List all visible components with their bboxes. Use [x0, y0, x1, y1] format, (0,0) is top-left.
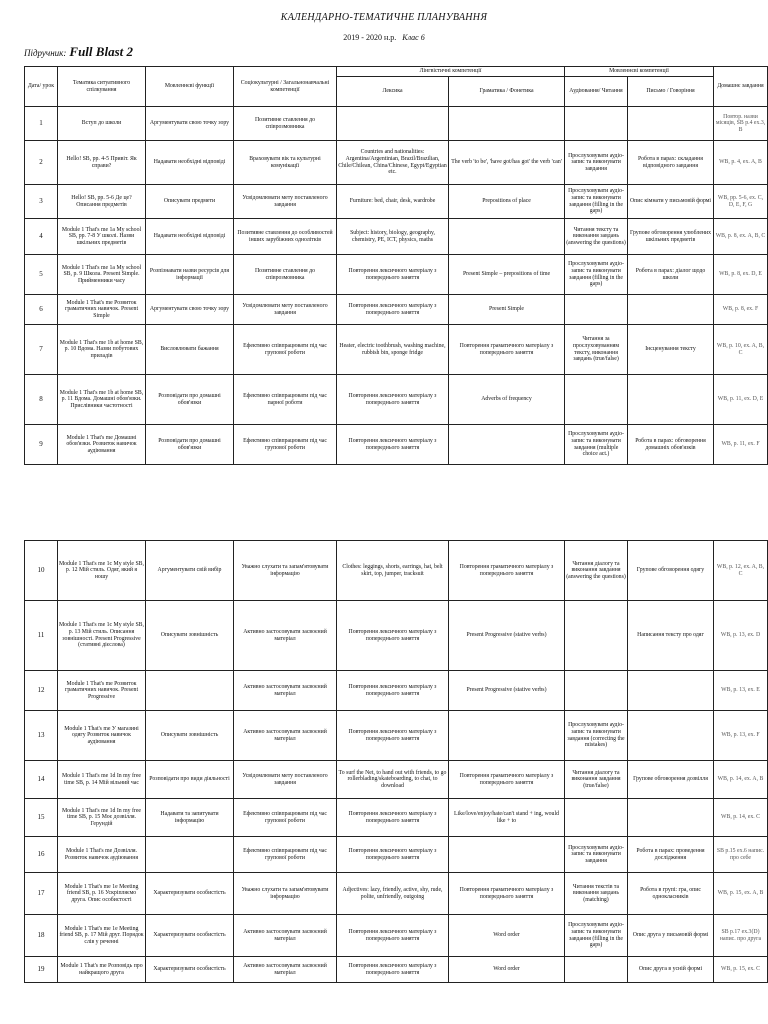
homework-cell: SB p.17 ex.3(D) напис. про друга [714, 915, 768, 957]
homework-cell: Повтор. назви місяців, SB p.4 ex.3, B [714, 107, 768, 141]
textbook-name: Full Blast 2 [69, 44, 133, 59]
homework-cell: WB, p. 13, ex. E [714, 671, 768, 711]
topic-cell: Module 1 That's me Дозвілля. Розвиток навичок аудіювання [58, 837, 146, 873]
topic-cell: Module 1 That's me Розповідь про найкращого друга [58, 957, 146, 983]
row-number: 5 [25, 255, 58, 295]
reading-cell: Читання текстів та виконання завдань (matching) [565, 873, 628, 915]
page-title: КАЛЕНДАРНО-ТЕМАТИЧНЕ ПЛАНУВАННЯ [280, 12, 488, 23]
grammar-cell: Повторення граматичного матеріалу з попереднього заняття [449, 761, 565, 799]
planning-table-bottom [24, 540, 768, 983]
homework-cell: WB, p. 4, ex. A, B [714, 141, 768, 185]
topic-cell: Вступ до школи [58, 107, 146, 141]
competence-cell: Ефективно співпрацювати під час групової роботи [234, 425, 337, 465]
reading-cell: Прослуховувати аудіо-запис та виконувати завдання (filling in the gaps) [565, 915, 628, 957]
textbook-line [24, 44, 133, 60]
grammar-cell [449, 837, 565, 873]
row-number: 10 [25, 541, 58, 601]
topic-cell: Module 1 That's me 1b at home SB, p. 11 Вдома. Домашні обов'язки. Прислівники частотності [58, 375, 146, 425]
topic-cell: Module 1 That's me 1c My style SB, p. 12 Мій стиль. Одяг, який я ношу [58, 541, 146, 601]
homework-cell: WB, p. 10, ex. A, B, C [714, 325, 768, 375]
competence-cell: Ефективно співпрацювати під час групової роботи [234, 325, 337, 375]
homework-cell: WB, p. 8, ex. D, E [714, 255, 768, 295]
competence-cell: Ефективно співпрацювати під час парної роботи [234, 375, 337, 425]
lexis-cell: Adjectives: lazy, friendly, active, shy, rude, polite, unfriendly, outgoing [337, 873, 449, 915]
writing-cell [628, 107, 714, 141]
row-number: 13 [25, 711, 58, 761]
functions-cell: Надавати та запитувати інформацію [146, 799, 234, 837]
header-grammar: Граматика / Фонетика [449, 77, 565, 107]
homework-cell: WB, pp. 5-6, ex. C, D, E, F, G [714, 185, 768, 219]
competence-cell: Уважно слухати та запам'ятовувати інформацію [234, 541, 337, 601]
table-row [25, 107, 768, 141]
header-reading: Аудіювання/ Читання [565, 77, 628, 107]
row-number: 18 [25, 915, 58, 957]
homework-cell: WB, p. 11, ex. D, E [714, 375, 768, 425]
functions-cell: Надавати необхідні відповіді [146, 219, 234, 255]
homework-cell: WB, p. 8, ex. A, B, C [714, 219, 768, 255]
writing-cell: Опис друга в усній формі [628, 957, 714, 983]
table-row [25, 711, 768, 761]
writing-cell [628, 295, 714, 325]
functions-cell: Характеризувати особистість [146, 957, 234, 983]
table-row [25, 601, 768, 671]
row-number: 16 [25, 837, 58, 873]
row-number: 6 [25, 295, 58, 325]
writing-cell: Групове обговорення улюблених шкільних предметів [628, 219, 714, 255]
row-number: 2 [25, 141, 58, 185]
competence-cell: Позитивне ставлення до співрозмовника [234, 107, 337, 141]
lexis-cell: Furniture: bed, chair, desk, wardrobe [337, 185, 449, 219]
grammar-cell: Present Simple [449, 295, 565, 325]
functions-cell: Розповідати про домашні обов'язки [146, 375, 234, 425]
row-number: 11 [25, 601, 58, 671]
functions-cell [146, 671, 234, 711]
header-linguistic: Лінгвістичні компетенції [337, 67, 565, 77]
table-row [25, 915, 768, 957]
row-number: 3 [25, 185, 58, 219]
competence-cell: Враховувати вік та культурні комунікації [234, 141, 337, 185]
topic-cell: Module 1 That's me 1b at home SB, p. 10 Вдома. Назви побутових приладів [58, 325, 146, 375]
reading-cell [565, 671, 628, 711]
reading-cell: Прослуховувати аудіо-запис та виконувати завдання (correcting the mistakes) [565, 711, 628, 761]
homework-cell: WB, p. 13, ex. F [714, 711, 768, 761]
lexis-cell: To surf the Net, to hand out with friends, to go rollerblading/skateboarding, to chat, to download [337, 761, 449, 799]
table-row [25, 541, 768, 601]
competence-cell: Позитивне ставлення до співрозмовника [234, 255, 337, 295]
competence-cell: Позитивне ставлення до особливостей інших зарубіжних однолітків [234, 219, 337, 255]
writing-cell: Групове обговорення дозвілля [628, 761, 714, 799]
writing-cell: Написання тексту про одяг [628, 601, 714, 671]
grammar-cell: Present Progressive (stative verbs) [449, 671, 565, 711]
functions-cell: Аргументувати свій вибір [146, 541, 234, 601]
table-row [25, 671, 768, 711]
homework-cell: WB, p. 13, ex. D [714, 601, 768, 671]
competence-cell: Активно застосовувати засвоєний матеріал [234, 601, 337, 671]
planning-table-top [24, 66, 768, 465]
class-label: Клас 6 [402, 33, 425, 42]
functions-cell: Описувати предмети [146, 185, 234, 219]
topic-cell: Hello! SB, pp. 5-6 Де це? Описання предметів [58, 185, 146, 219]
lexis-cell: Clothes: leggings, shorts, earrings, hat, belt skirt, top, jumper, tracksuit [337, 541, 449, 601]
writing-cell: Робота в групі: гра, опис однокласників [628, 873, 714, 915]
lexis-cell: Повторення лексичного матеріалу з попереднього заняття [337, 671, 449, 711]
table-row [25, 185, 768, 219]
writing-cell: Інсценування тексту [628, 325, 714, 375]
writing-cell [628, 375, 714, 425]
row-number: 8 [25, 375, 58, 425]
topic-cell: Module 1 That's me 1d In my free time SB, p. 15 Моє дозвілля. Герундій [58, 799, 146, 837]
header-date: Дата/ урок [25, 67, 58, 107]
grammar-cell: The verb 'to be', 'have got/has got' the verb 'can' [449, 141, 565, 185]
writing-cell: Робота в парах: складання відповідного завдання [628, 141, 714, 185]
header-functions: Мовленнєві функції [146, 67, 234, 107]
table-row [25, 799, 768, 837]
table-row [25, 957, 768, 983]
functions-cell: Надавати необхідні відповіді [146, 141, 234, 185]
grammar-cell: Adverbs of frequency [449, 375, 565, 425]
textbook-label: Підручник: [24, 48, 67, 58]
writing-cell: Робота в парах: обговорення домашніх обов'язків [628, 425, 714, 465]
grammar-cell: Like/love/enjoy/hate/can't stand + ing, would like + to [449, 799, 565, 837]
functions-cell: Розповідати про домашні обов'язки [146, 425, 234, 465]
table-body-top [25, 107, 768, 465]
writing-cell [628, 711, 714, 761]
row-number: 17 [25, 873, 58, 915]
functions-cell: Аргументувати свою точку зору [146, 295, 234, 325]
reading-cell: Прослуховувати аудіо-запис та виконувати завдання (multiple choice act.) [565, 425, 628, 465]
topic-cell: Hello! SB, pp. 4-5 Привіт. Як справи? [58, 141, 146, 185]
topic-cell: Module 1 That's me 1e Meeting friend SB, p. 17 Мій друг. Порядок слів у реченні [58, 915, 146, 957]
reading-cell [565, 375, 628, 425]
competence-cell: Активно застосовувати засвоєний матеріал [234, 915, 337, 957]
writing-cell [628, 799, 714, 837]
reading-cell: Прослуховувати аудіо-запис та виконувати завдання [565, 837, 628, 873]
grammar-cell [449, 219, 565, 255]
grammar-cell [449, 425, 565, 465]
topic-cell: Module 1 That's me 1e Meeting friend SB, p. 16 Ускріпляємо друга. Опис особистості [58, 873, 146, 915]
competence-cell: Уважно слухати та запам'ятовувати інформацію [234, 873, 337, 915]
reading-cell: Прослуховувати аудіо-запис та виконувати завдання (filling in the gaps) [565, 185, 628, 219]
header-writing: Письмо / Говоріння [628, 77, 714, 107]
reading-cell: Читання діалогу та виконання завдання (true/false) [565, 761, 628, 799]
header-topic: Тематика ситуативного спілкування [58, 67, 146, 107]
table-row [25, 255, 768, 295]
row-number: 12 [25, 671, 58, 711]
table-row [25, 837, 768, 873]
lexis-cell: Повторення лексичного матеріалу з попереднього заняття [337, 915, 449, 957]
table-row [25, 761, 768, 799]
row-number: 4 [25, 219, 58, 255]
reading-cell: Прослуховувати аудіо-запис та виконувати завдання [565, 141, 628, 185]
table-row [25, 325, 768, 375]
reading-cell: Читання діалогу та виконання завдання (answering the questions) [565, 541, 628, 601]
functions-cell: Розпізнавати назви ресурсів для інформації [146, 255, 234, 295]
homework-cell: SB p.15 ex.6 напис. про себе [714, 837, 768, 873]
functions-cell: Описувати зовнішність [146, 711, 234, 761]
writing-cell: Опис кімнати у письмовій формі [628, 185, 714, 219]
functions-cell [146, 837, 234, 873]
lexis-cell: Heater, electric toothbrush, washing machine, rubbish bin, sponge fridge [337, 325, 449, 375]
reading-cell: Читання за прослуховуванням тексту, виконання завдань (true/false) [565, 325, 628, 375]
row-number: 15 [25, 799, 58, 837]
table-body-bottom [25, 541, 768, 983]
functions-cell: Аргументувати свою точку зору [146, 107, 234, 141]
row-number: 7 [25, 325, 58, 375]
topic-cell: Module 1 That's me У магазині одягу Розвиток навичок аудіювання [58, 711, 146, 761]
functions-cell: Характеризувати особистість [146, 915, 234, 957]
grammar-cell: Word order [449, 915, 565, 957]
topic-cell: Module 1 That's me Розвиток граматичних навичок. Present Simple [58, 295, 146, 325]
academic-year [0, 33, 768, 42]
grammar-cell: Word order [449, 957, 565, 983]
year-text: 2019 - 2020 н.р. [343, 33, 397, 42]
functions-cell: Характеризувати особистість [146, 873, 234, 915]
writing-cell: Опис друга у письмовій формі [628, 915, 714, 957]
lexis-cell: Повторення лексичного матеріалу з попереднього заняття [337, 711, 449, 761]
functions-cell: Розповідати про види діяльності [146, 761, 234, 799]
lexis-cell [337, 107, 449, 141]
grammar-cell: Повторення граматичного матеріалу з попереднього заняття [449, 325, 565, 375]
homework-cell: WB, p. 14, ex. A, B [714, 761, 768, 799]
table-row [25, 425, 768, 465]
competence-cell: Активно застосовувати засвоєний матеріал [234, 711, 337, 761]
grammar-cell: Prepositions of place [449, 185, 565, 219]
grammar-cell: Повторення граматичного матеріалу з попереднього заняття [449, 541, 565, 601]
reading-cell [565, 799, 628, 837]
topic-cell: Module 1 That's me 1a My school SB, pp. 7-8 У школі. Назви шкільних предметів [58, 219, 146, 255]
lexis-cell: Повторення лексичного матеріалу з попереднього заняття [337, 799, 449, 837]
competence-cell: Активно застосовувати засвоєний матеріал [234, 957, 337, 983]
header-homework: Домашнє завдання [714, 67, 768, 107]
topic-cell: Module 1 That's me Домашні обов'язки. Розвиток навичок аудіювання [58, 425, 146, 465]
functions-cell: Описувати зовнішність [146, 601, 234, 671]
topic-cell: Module 1 That's me 1d In my free time SB, p. 14 Мій вільний час [58, 761, 146, 799]
header-speech: Мовленнєві компетенції [565, 67, 714, 77]
writing-cell [628, 671, 714, 711]
row-number: 1 [25, 107, 58, 141]
competence-cell: Активно застосовувати засвоєний матеріал [234, 671, 337, 711]
grammar-cell: Present Simple – prepositions of time [449, 255, 565, 295]
reading-cell [565, 957, 628, 983]
grammar-cell [449, 711, 565, 761]
homework-cell: WB, p. 8, ex. F [714, 295, 768, 325]
grammar-cell: Present Progressive (stative verbs) [449, 601, 565, 671]
grammar-cell [449, 107, 565, 141]
reading-cell [565, 295, 628, 325]
homework-cell: WB, p. 15, ex. C [714, 957, 768, 983]
table-row [25, 873, 768, 915]
lexis-cell: Повторення лексичного матеріалу з попереднього заняття [337, 375, 449, 425]
table-row [25, 375, 768, 425]
lexis-cell: Повторення лексичного матеріалу з попереднього заняття [337, 425, 449, 465]
row-number: 14 [25, 761, 58, 799]
homework-cell: WB, p. 14, ex. C [714, 799, 768, 837]
lexis-cell: Повторення лексичного матеріалу з попереднього заняття [337, 295, 449, 325]
reading-cell [565, 601, 628, 671]
table-row [25, 219, 768, 255]
homework-cell: WB, p. 12, ex. A, B, C [714, 541, 768, 601]
table-header [25, 67, 768, 107]
competence-cell: Усвідомлювати мету поставленого завдання [234, 761, 337, 799]
competence-cell: Ефективно співпрацювати під час групової роботи [234, 799, 337, 837]
reading-cell: Прослуховувати аудіо-запис та виконувати завдання (filling in the gaps) [565, 255, 628, 295]
reading-cell: Читання тексту та виконання завдань (answering the questions) [565, 219, 628, 255]
lexis-cell: Повторення лексичного матеріалу з попереднього заняття [337, 601, 449, 671]
lexis-cell: Повторення лексичного матеріалу з попереднього заняття [337, 957, 449, 983]
writing-cell: Робота в парах: діалог щодо школи [628, 255, 714, 295]
lexis-cell: Subject: history, biology, geography, chemistry, PE, ICT, physics, maths [337, 219, 449, 255]
header-lexis: Лексика [337, 77, 449, 107]
topic-cell: Module 1 That's me 1a My school SB, p. 9 Школа. Present Simple. Прийменники часу [58, 255, 146, 295]
table-row [25, 295, 768, 325]
lexis-cell: Повторення лексичного матеріалу з попереднього заняття [337, 837, 449, 873]
lexis-cell: Повторення лексичного матеріалу з попереднього заняття [337, 255, 449, 295]
functions-cell: Висловлювати бажання [146, 325, 234, 375]
topic-cell: Module 1 That's me 1c My style SB, p. 13 Мій стиль. Описання зовнішності. Present Progressive (стативні дієслова) [58, 601, 146, 671]
competence-cell: Ефективно співпрацювати під час групової роботи [234, 837, 337, 873]
homework-cell: WB, p. 11, ex. F [714, 425, 768, 465]
competence-cell: Усвідомлювати мету поставленого завдання [234, 185, 337, 219]
table-row [25, 141, 768, 185]
header-competence: Соціокультурні / Загальнонавчальні компетенції [234, 67, 337, 107]
row-number: 19 [25, 957, 58, 983]
grammar-cell: Повторення граматичного матеріалу з попереднього заняття [449, 873, 565, 915]
writing-cell: Групове обговорення одягу [628, 541, 714, 601]
homework-cell: WB, p. 15, ex. A, B [714, 873, 768, 915]
topic-cell: Module 1 That's me Розвиток граматичних навичок. Present Progressive [58, 671, 146, 711]
writing-cell: Робота в парах: проведення дослідження [628, 837, 714, 873]
reading-cell [565, 107, 628, 141]
lexis-cell: Countries and nationalities: Argentina/Argentinian, Brazil/Brazilian, Chile/Chilean, China/Chinese, Egypt/Egyptian etc. [337, 141, 449, 185]
competence-cell: Усвідомлювати мету поставленого завдання [234, 295, 337, 325]
row-number: 9 [25, 425, 58, 465]
